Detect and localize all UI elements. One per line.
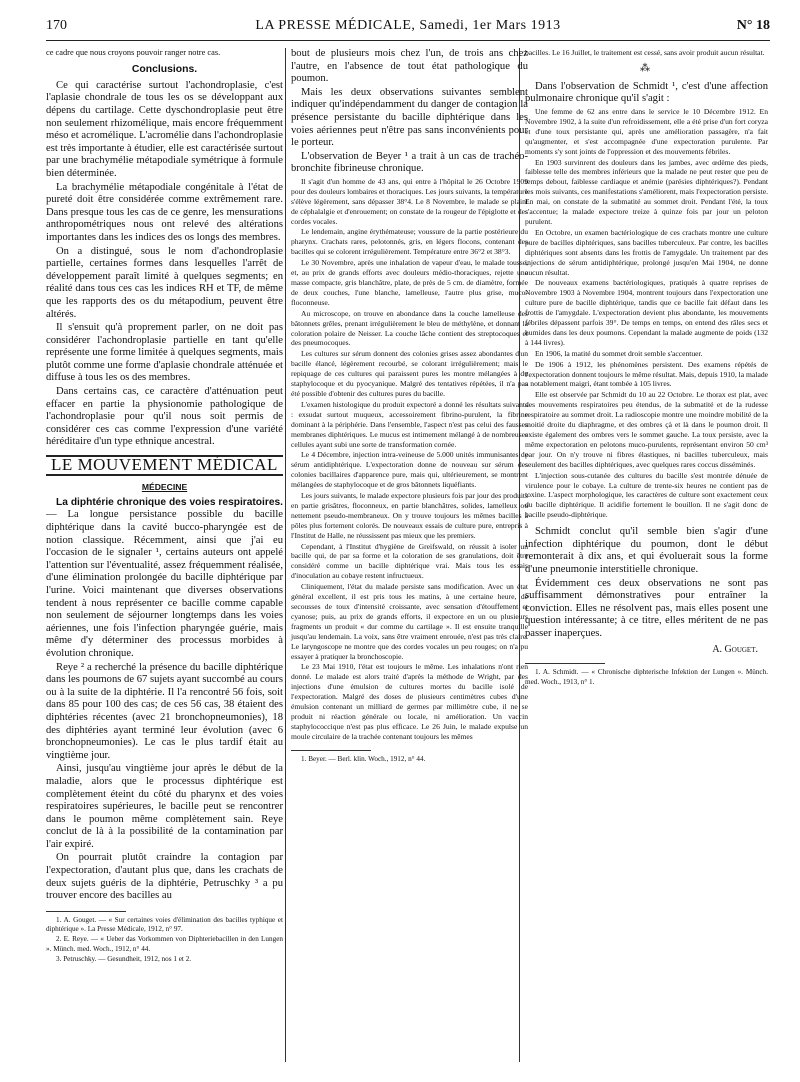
footnote: 1. A. Schmidt. — « Chronische diphterische Infektion der Lungen ». Münch. med. Woch., 1913, n° 1. xyxy=(525,668,768,686)
author-signature: A. Gouget. xyxy=(712,643,758,655)
column-3 xyxy=(525,48,768,688)
case-text: En Octobre, un examen bactériologique de ces crachats montre une culture pure de bacilles diphtériques, sans bacilles tuberculeux. Par contre, les bacilles diphtériques sont absents dans les frottis de l'amygdale. Un traitement par des injections de sérum antidiphtérique, prolongé jusqu'en Mai 1904, ne donne aucun résultat. xyxy=(525,227,768,277)
header-rule xyxy=(46,40,770,41)
footnote: 3. Petruschky. — Gesundheit, 1912, nos 1 et 2. xyxy=(56,955,192,964)
case-text: L'injection sous-cutanée des cultures du bacille s'est montrée dénuée de virulence pour le cobaye. La culture de trente-six heures ne contient pas de toxine. L'aspect morphologique, les caractères de culture sont exactement ceux du bacille diphtérique. Il acidifie fortement le bouillon. Il ne s'agit donc de bacille pseudo-diphtérique. xyxy=(525,470,768,520)
case-text: Elle est observée par Schmidt du 10 au 22 Octobre. Le thorax est plat, avec des mouvements respiratoires peu étendus, de la submatité et de la rudesse respiratoire au sommet droit. La radioscopie montre une moindre mobilité de la moitié droite du diaphragme, et des ombres çà et là dans le poumon droit. Il existe également des ombres vers le sommet gauche. La toux persiste, avec la même expectoration en pelotons muco-purulents, représentant environ 50 cm³ par jour. On n'y trouve ni fibres élastiques, ni bacilles tuberculeux, mais seulement des bacilles diphtériques, avec quelques rares coccus disséminés. xyxy=(525,390,768,469)
case-text: De nouveaux examens bactériologiques, pratiqués à quatre reprises de Novembre 1903 à Novembre 1904, montrent toujours dans l'expectoration une culture pure de bacille diphtérique, tandis que ce bacille fait défaut dans les frottis de l'amygdale. L'expectoration devient plus abondante, les mouvements fébriles dépassent parfois 39°. De temps en temps, on entend des râles secs et humides dans les deux poumons. Cependant la malade augmente de poids (132 à 144 livres). xyxy=(525,278,768,347)
footnote-rule xyxy=(46,911,126,912)
case-text: bacilles. Le 16 Juillet, le traitement est cessé, sans avoir produit aucun résultat. xyxy=(525,48,765,57)
case-text: Le 4 Décembre, injection intra-veineuse de 5.000 unités immunisantes de sérum antidiphtérique. L'expectoration donne de nouveau sur sérum des colonies bacillaires d'apparence pure, mais qui, ultérieurement, se montrent mélangées de staphylocoque et de gros bâtonnets liquéfiants. xyxy=(291,450,528,490)
case-text: Une femme de 62 ans entre dans le service le 10 Décembre 1912. En Novembre 1902, à la suite d'un refroidissement, elle a été prise d'un fort coryza et d'une toux persistante qui, après une amélioration passagère, n'a fait qu'augmenter, et s'est accompagnée d'une expectoration purulente. Par moments s'y sont joints de l'oppression et des mouvements fébriles. xyxy=(525,107,768,156)
paragraph: On pourrait plutôt craindre la contagion par l'expectoration, d'autant plus que, dans les crachats de deux sujets guéris de la diphtérie, Petruschky ³ a pu trouver encore des bacilles au xyxy=(46,852,283,902)
paragraph: ce cadre que nous croyons pouvoir ranger notre cas. xyxy=(46,48,221,57)
paragraph: Dans certains cas, ce caractère d'atténuation peut effacer en partie la physionomie pathologique de l'achondroplasie pour qu'il nous soit permis de considérer ces cas comme l'expression d'une variété héréditaire d'un type ethnique ancestral. xyxy=(46,386,283,448)
paragraph: Schmidt conclut qu'il semble bien s'agir d'une infection diphtérique du poumon, dont le début remonterait à dix ans, et qui évoluerait sous la forme d'une pneumonie interstitielle chronique. xyxy=(525,526,768,575)
paragraph: bout de plusieurs mois chez l'un, de trois ans chez l'autre, en l'absence de tout état pathologique du poumon. xyxy=(291,48,528,85)
case-text: Il s'agit d'un homme de 43 ans, qui entre à l'hôpital le 26 Octobre 1909 pour des douleurs lombaires et thoraciques. Les jours suivants, la température s'élève légèrement, sans dépasser 38°4. Le 8 Novembre, le malade se plaint de céphalalgie et d'enrouement; on constate de la rougeur de l'épiglotte et des cordes vocales. xyxy=(291,176,528,226)
case-text: Cliniquement, l'état du malade persiste sans modification. Avec un état général excellent, il est pris tous les matins, à une certaine heure, de secousses de toux d'intensité croissante, avec sensation d'étouffement et cyanose; puis, au prix de grands efforts, il expectore en un ou plusieurs fragments un produit « dur comme du cartilage ». Il est ensuite tranquille jusqu'au lendemain. La voix, sans être vraiment enrouée, n'est pas très claire. Le laryngoscope ne montre que des cordes vocales un peu rouges; on n'a pu essayer à pratiquer la bronchoscopie. xyxy=(291,582,528,661)
conclusions-heading: Conclusions. xyxy=(131,63,198,75)
case-text: En 1903 survinrent des douleurs dans les jambes, avec œdème des pieds, faiblesse telle des membres inférieurs que la malade ne peut rester que peu de temps debout, faiblesse cardiaque et anémie (parésies diphtériques?). Pendant les mois suivants, ces manifestations s'améliorent, mais l'expectoration persiste. En mai, on constate de la submatité au sommet droit. Pendant l'été, la toux s'accentue; la malade expectore treize à quinze fois par jour un peloton purulent. xyxy=(525,157,768,226)
paragraph: Ainsi, jusqu'au vingtième jour après le début de la maladie, alors que le processus diphtérique est complètement éteint du côté du pharynx et des voies respiratoires supérieures, le bacille peut se rencontrer dans le poumon même complètement sain. Reye conclut de là à la possibilité de la contamination par l'air expiré. xyxy=(46,763,283,850)
paragraph: La brachymélie métapodiale congénitale à l'état de pureté doit être considérée comme extrêmement rare. Dans presque tous les cas de ce genre, les mensurations anthropométriques nous ont relevé des altérations importantes dans les indices des os longs des membres. xyxy=(46,181,283,243)
page-number: 170 xyxy=(46,18,67,33)
footnote-rule xyxy=(291,750,371,751)
asterism: ⁂ xyxy=(640,62,653,74)
case-text: Cependant, à l'Institut d'hygiène de Greifswald, on réussit à isoler un bacille qui, de par sa forme et la coloration de ses granulations, doit être considéré comme un bacille diphtérique vrai. Mais tous les essais d'inoculation au cobaye restent infructueux. xyxy=(291,541,528,581)
column-2 xyxy=(291,48,528,765)
case-text: En 1906, la matité du sommet droit semble s'accentuer. xyxy=(535,348,703,358)
paragraph: Il s'ensuit qu'à proprement parler, on ne doit pas considérer l'achondroplasie partielle en tant qu'elle représente une forme limitée à quelques segments, mais plutôt comme une forme d'aplasie chondrale atténuée et diffuse à tous les os des membres. xyxy=(46,322,283,384)
case-text: De 1906 à 1912, les phénomènes persistent. Des examens répétés de l'expectoration donnent toujours le même résultat. Mais, depuis 1910, la malade a notablement maigri, étant tombée à 105 livres. xyxy=(525,359,768,389)
paragraph: Dans l'observation de Schmidt ¹, c'est d'une affection pulmonaire chronique qu'il s'agit : xyxy=(525,80,768,105)
subsection-title: MÉDECINE xyxy=(141,481,188,492)
paragraph: — La longue persistance possible du bacille diphtérique dans la cavité bucco-pharyngée est de notion classique. Récemment, ainsi que j'ai eu l'occasion de le signaler ¹, certains auteurs ont appelé l'attention sur l'éventualité, assez fréquemment réalisée, d'une élimination prolongée du bacille diphtérique par l'urine. Voici maintenant que diverses observations tendent à nous représenter ce bacille comme capable non seulement de séjourner longtemps dans les voies aériennes, une fois l'infection pharyngée guérie, mais même d'y déterminer des processus morbides à évolution chronique. xyxy=(46,509,283,659)
column-divider xyxy=(285,48,286,1062)
paragraph: Mais les deux observations suivantes semblent indiquer qu'indépendamment du danger de contagion la présence persistante du bacille diphtérique dans les voies aériennes peut n'être pas sans inconvénients pour le porteur. xyxy=(291,86,528,149)
article-title: La diphtérie chronique des voies respiratoires. xyxy=(56,496,283,508)
case-text: Au microscope, on trouve en abondance dans la couche lamelleuse des bâtonnets grêles, prenant irrégulièrement le bleu de méthylène, et donnant la coloration polaire de Neisser. La couche lâche contient des streptocoques et des pneumocoques. xyxy=(291,308,528,348)
page-header xyxy=(46,18,770,42)
footnote: 2. E. Reye. — « Ueber das Vorkommen von Diphteriebacillen in den Lungen ». Münch. med. Woch., 1912, n° 44. xyxy=(46,935,283,953)
section-title: LE MOUVEMENT MÉDICAL xyxy=(46,455,283,476)
paragraph: Reye ² a recherché la présence du bacille diphtérique dans les poumons de 67 sujets ayant succombé au cours ou à la suite de la diphtérie. Il l'a rencontré 56 fois, soit dans 85 pour 100 des cas; de ces 56 cas, 38 étaient des diphtéries récentes (avec 21 bronchopneumonies), 18 des diphtéries ayant terminé leur évolution (avec 6 bronchopneumonies). Le cas le plus tardif était au vingtième jour. xyxy=(46,661,283,761)
case-text: Le lendemain, angine érythémateuse; voussure de la partie postérieure du pharynx. Crachats rares, pelotonnés, gris, en légers flocons, contenant des bacilles qui se colorent irrégulièrement. Température entre 36°2 et 38°3. xyxy=(291,227,528,257)
case-text: Le 30 Novembre, après une inhalation de vapeur d'eau, le malade tousse, et, au prix de grands efforts avec douleurs médio-thoraciques, rejette une masse compacte, gris blanchâtre, plate, de près de 5 cm. de diamètre, formée de deux couches, l'une blanche, lamelleuse, l'autre plus grise, muco-floconneuse. xyxy=(291,258,528,307)
journal-title: LA PRESSE MÉDICALE, Samedi, 1er Mars 1913 xyxy=(255,18,561,33)
paragraph: Ce qui caractérise surtout l'achondroplasie, c'est l'aplasie chondrale de tous les os se développant aux dépens du cartilage. Cette dyschondroplasie peut être non seulement rhizomélique, mais encore fréquemment méso et acromélique. L'acromélie dans l'achondroplasie est très importante à étudier, elle est caractérisée surtout par une brachymélie métapodiale symétrique à formule bien déterminée. xyxy=(46,79,283,179)
paragraph: Évidemment ces deux observations ne sont pas suffisamment démonstratives pour entraîner la conviction. Elles ne résolvent pas, mais elles posent une question intéressante; à ce titre, elles méritent de ne pas passer inaperçues. xyxy=(525,577,768,639)
case-text: Les jours suivants, le malade expectore plusieurs fois par jour des produits en partie grisâtres, floconneux, en partie blanchâtres, solides, lamelleux ou nettement pseudo-membraneux. On y trouve toujours les mêmes bacilles à pôles plus fortement colorés. De nouveaux essais de culture pure, entrepris à l'Institut de Halle, ne réussissent pas mieux que les premiers. xyxy=(291,491,528,540)
column-1 xyxy=(46,48,283,965)
paragraph: L'observation de Beyer ¹ a trait à un cas de trachéo-bronchite fibrineuse chronique. xyxy=(291,150,528,175)
paragraph: On a distingué, sous le nom d'achondroplasie partielle, certaines formes dans lesquelles l'arrêt de développement paraît limité à quelques segments; en réalité dans tous ces cas les indices RH et TF, de même que les rapports des os du métapodium, peuvent être altérés. xyxy=(46,245,283,320)
issue-number: N° 18 xyxy=(736,18,770,33)
footnote-rule xyxy=(525,663,605,664)
footnote: 1. A. Gouget. — « Sur certaines voies d'élimination des bacilles typhique et diphtérique ». La Presse Médicale, 1912, n° 97. xyxy=(46,915,283,934)
footnote: 1. Beyer. — Berl. klin. Woch., 1912, n° 44. xyxy=(301,754,426,763)
case-text: Les cultures sur sérum donnent des colonies grises assez abondantes d'un bacille élancé, légèrement recourbé, se colorant irrégulièrement; mais le repiquage de ces cultures qui paraissent pures les montre mélangées à du staphylocoque et du pyocyanique. Malgré des tentatives répétées, il n'a pas été possible d'obtenir des cultures pures du bacille. xyxy=(291,349,528,398)
case-text: L'examen histologique du produit expectoré a donné les résultats suivants : exsudat surtout muqueux, accessoirement fibrino-purulent, la fibrine dominant à la périphérie. Dans l'ensemble, l'aspect n'est pas celui des fausses membranes diphtériques. Le mucus est intimement mélangé à de nombreuses cellules ayant subi une sorte de transformation cornée. xyxy=(291,399,528,449)
case-text: Le 23 Mai 1910, l'état est toujours le même. Les inhalations n'ont rien donné. Le malade est alors traité d'après la méthode de Wright, par des injections d'une émulsion de cultures mortes du bacille isolé de l'expectoration. Malgré des doses de plusieurs centimètres cubes d'une émulsion contenant un milliard de germes par millimètre cube, il ne se produit ni réaction générale ou locale, ni amélioration. Un vaccin staphylococcique n'est pas plus efficace. Le 26 Juin, le malade expulse un moule circulaire de la trachée contenant toujours les mêmes xyxy=(291,662,528,741)
